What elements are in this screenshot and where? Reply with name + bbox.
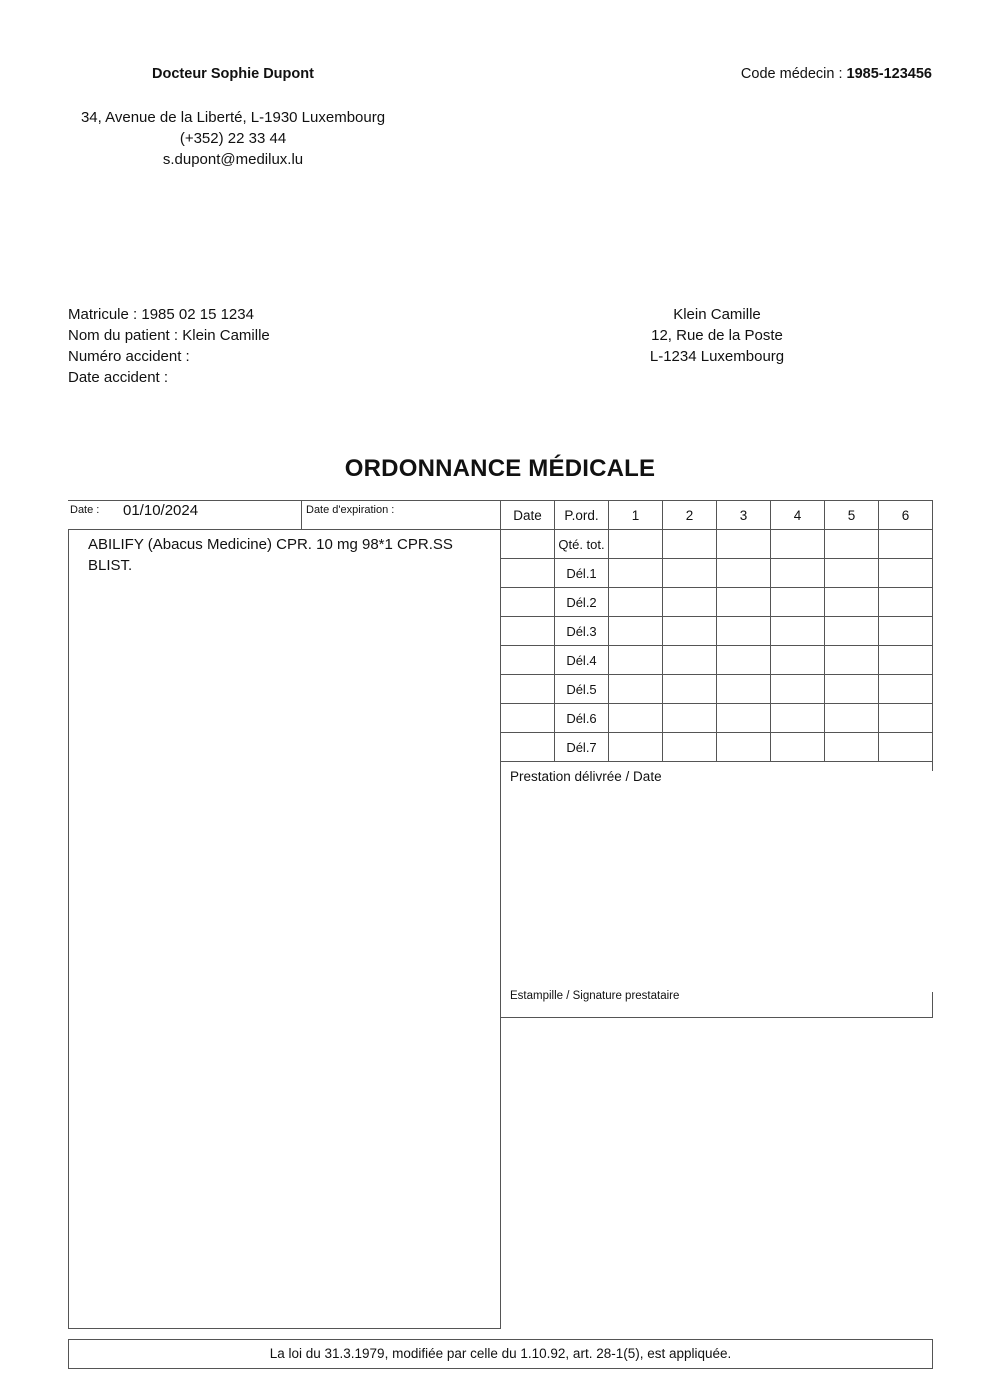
- frame-left-line: [68, 529, 69, 1329]
- grid-header-6: 6: [879, 501, 933, 530]
- grid-header-5: 5: [825, 501, 879, 530]
- grid-row-label: Dél.1: [555, 559, 609, 588]
- frame-top-line: [68, 500, 500, 501]
- grid-cell: [501, 733, 555, 762]
- grid-cell: [663, 704, 717, 733]
- doctor-code-label: Code médecin :: [740, 66, 843, 82]
- grid-cell: [879, 704, 933, 733]
- grid-cell: [501, 704, 555, 733]
- grid-cell: [879, 733, 933, 762]
- grid-row-label: Qté. tot.: [555, 530, 609, 559]
- grid-row: [501, 704, 933, 733]
- grid-cell: [501, 617, 555, 646]
- patient-matricule: Matricule : 1985 02 15 1234: [68, 306, 254, 323]
- grid-cell: [663, 675, 717, 704]
- stamp-bottom-line: [500, 1017, 933, 1018]
- grid-cell: [663, 559, 717, 588]
- grid-cell: [825, 646, 879, 675]
- prestation-label: Prestation délivrée / Date: [510, 769, 662, 784]
- date-label: Date :: [70, 504, 100, 516]
- grid-cell: [825, 559, 879, 588]
- grid-cell: [879, 588, 933, 617]
- grid-cell: [825, 704, 879, 733]
- grid-header-3: 3: [717, 501, 771, 530]
- patient-address-name: Klein Camille: [673, 306, 761, 323]
- grid-header-row: [501, 501, 933, 530]
- doctor-address: 34, Avenue de la Liberté, L-1930 Luxembourg: [80, 109, 386, 126]
- grid-row: [501, 559, 933, 588]
- delivery-grid: [500, 500, 933, 762]
- patient-address: [600, 304, 834, 367]
- expiry-label: Date d'expiration :: [306, 504, 395, 516]
- grid-cell: [771, 733, 825, 762]
- grid-cell: [717, 530, 771, 559]
- grid-cell: [879, 617, 933, 646]
- grid-cell: [879, 559, 933, 588]
- grid-cell: [501, 530, 555, 559]
- patient-address-street: 12, Rue de la Poste: [651, 327, 783, 344]
- grid-cell: [771, 559, 825, 588]
- grid-cell: [879, 530, 933, 559]
- grid-cell: [609, 733, 663, 762]
- grid-row-label: Dél.4: [555, 646, 609, 675]
- doctor-email: s.dupont@medilux.lu: [162, 151, 304, 168]
- grid-cell: [717, 588, 771, 617]
- grid-cell: [771, 646, 825, 675]
- frame-bottom-line: [68, 1328, 501, 1329]
- stamp-label: Estampille / Signature prestataire: [510, 990, 680, 1002]
- doctor-name: Docteur Sophie Dupont: [152, 66, 314, 82]
- prescription-text: ABILIFY (Abacus Medicine) CPR. 10 mg 98*1 CPR.SS BLIST.: [88, 536, 453, 574]
- grid-row-label: Dél.6: [555, 704, 609, 733]
- grid-cell: [879, 646, 933, 675]
- grid-row: [501, 588, 933, 617]
- patient-name: Nom du patient : Klein Camille: [68, 327, 270, 344]
- grid-row-label: Dél.5: [555, 675, 609, 704]
- grid-row: [501, 530, 933, 559]
- grid-cell: [609, 530, 663, 559]
- patient-address-city: L-1234 Luxembourg: [649, 348, 785, 365]
- grid-cell: [825, 675, 879, 704]
- patient-info: [68, 304, 270, 388]
- grid-row: [501, 675, 933, 704]
- grid-cell: [771, 530, 825, 559]
- grid-cell: [879, 675, 933, 704]
- doctor-code-value: 1985-123456: [846, 66, 932, 82]
- grid-row-label: Dél.3: [555, 617, 609, 646]
- grid-cell: [501, 588, 555, 617]
- grid-row-label: Dél.2: [555, 588, 609, 617]
- stamp-right-line: [932, 992, 933, 1018]
- grid-cell: [501, 646, 555, 675]
- grid-cell: [609, 675, 663, 704]
- doctor-contact: [68, 107, 398, 170]
- frame-date-divider: [301, 500, 302, 530]
- grid-row: [501, 646, 933, 675]
- grid-cell: [501, 675, 555, 704]
- grid-row: [501, 617, 933, 646]
- grid-cell: [717, 646, 771, 675]
- grid-cell: [771, 704, 825, 733]
- grid-cell: [771, 588, 825, 617]
- doctor-code: [741, 66, 932, 82]
- grid-cell: [825, 617, 879, 646]
- footer-legal-notice: La loi du 31.3.1979, modifiée par celle du 1.10.92, art. 28-1(5), est appliquée.: [68, 1339, 933, 1369]
- grid-header-2: 2: [663, 501, 717, 530]
- grid-cell: [771, 675, 825, 704]
- grid-header-4: 4: [771, 501, 825, 530]
- patient-accident-date: Date accident :: [68, 369, 169, 386]
- grid-cell: [501, 559, 555, 588]
- prestation-right-tick: [932, 761, 933, 771]
- grid-cell: [663, 617, 717, 646]
- grid-cell: [663, 646, 717, 675]
- grid-cell: [663, 733, 717, 762]
- grid-cell: [717, 675, 771, 704]
- grid-cell: [609, 559, 663, 588]
- grid-cell: [771, 617, 825, 646]
- grid-cell: [717, 559, 771, 588]
- page-title: ORDONNANCE MÉDICALE: [344, 455, 656, 482]
- grid-cell: [609, 704, 663, 733]
- grid-cell: [609, 646, 663, 675]
- grid-cell: [717, 704, 771, 733]
- grid-row-label: Dél.7: [555, 733, 609, 762]
- frame-date-row-line: [68, 529, 500, 530]
- grid-cell: [609, 617, 663, 646]
- grid-cell: [609, 588, 663, 617]
- doctor-phone: (+352) 22 33 44: [179, 130, 287, 147]
- patient-accident-number: Numéro accident :: [68, 348, 190, 365]
- grid-header-1: 1: [609, 501, 663, 530]
- grid-row: [501, 733, 933, 762]
- grid-cell: [825, 588, 879, 617]
- grid-cell: [663, 588, 717, 617]
- grid-header-date: Date: [501, 501, 555, 530]
- grid-cell: [825, 530, 879, 559]
- grid-header-pord: P.ord.: [555, 501, 609, 530]
- grid-cell: [717, 733, 771, 762]
- grid-cell: [717, 617, 771, 646]
- date-value: 01/10/2024: [123, 502, 199, 519]
- grid-cell: [825, 733, 879, 762]
- grid-cell: [663, 530, 717, 559]
